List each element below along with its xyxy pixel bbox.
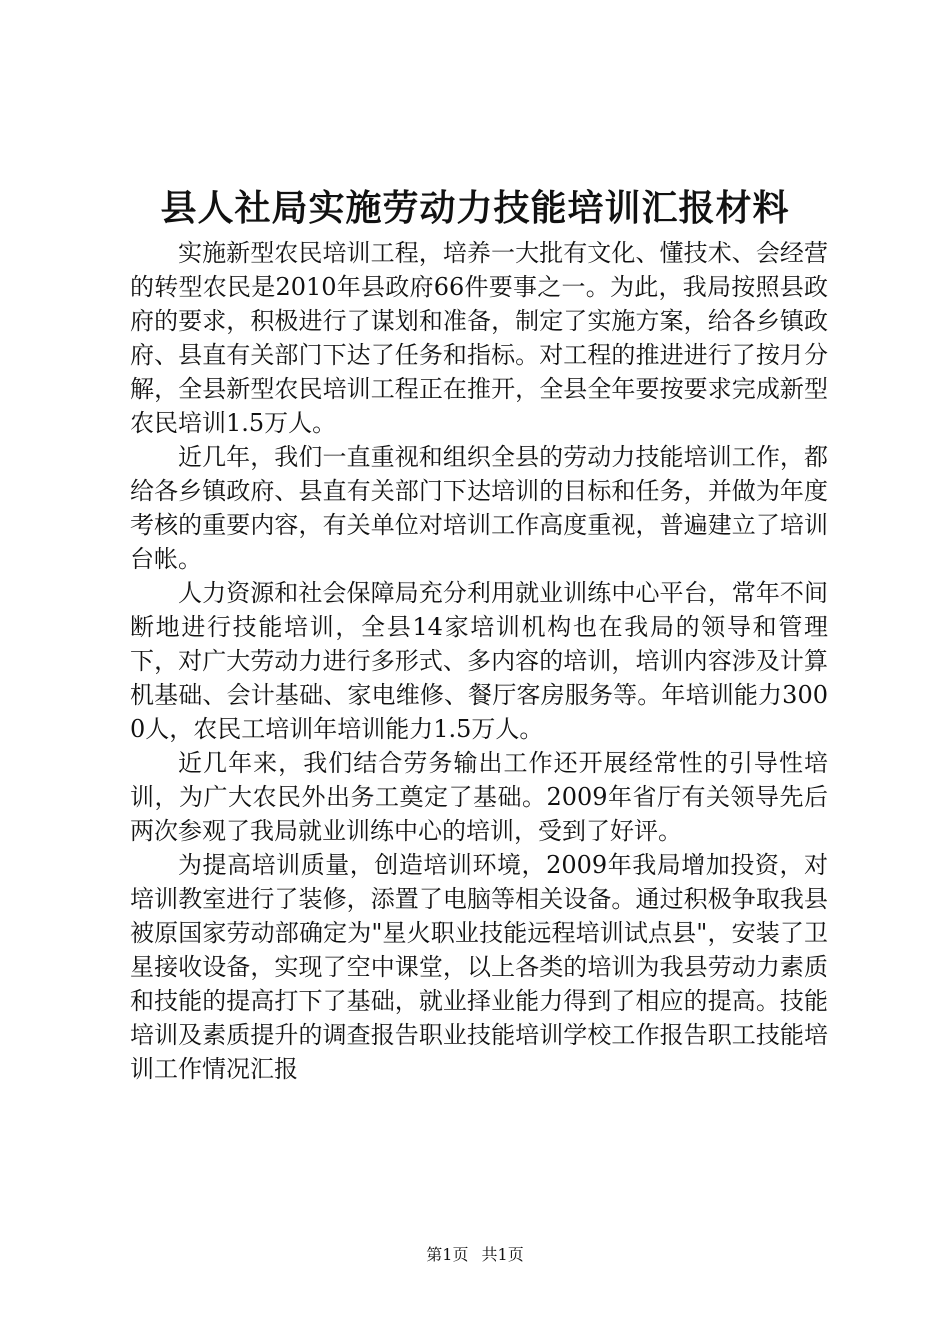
paragraph-4: 近几年来，我们结合劳务输出工作还开展经常性的引导性培训，为广大农民外出务工奠定了基础。2009年省厅有关领导先后两次参观了我局就业训练中心的培训，受到了好评。 [130,749,828,845]
page-total: 共1页 [481,1245,524,1264]
document-body [130,236,828,1086]
paragraph-1: 实施新型农民培训工程，培养一大批有文化、懂技术、会经营的转型农民是2010年县政府66件要事之一。为此，我局按照县政府的要求，积极进行了谋划和准备，制定了实施方案，给各乡镇政府、县直有关部门下达了任务和指标。对工程的推进进行了按月分解，全县新型农民培训工程正在推开，全县全年要按要求完成新型农民培训1.5万人。 [130,239,828,437]
page-number: 第1页 [426,1245,469,1264]
paragraph-5: 为提高培训质量，创造培训环境，2009年我局增加投资，对培训教室进行了装修，添置了电脑等相关设备。通过积极争取我县被原国家劳动部确定为"星火职业技能远程培训试点县"，安装了卫星接收设备，实现了空中课堂，以上各类的培训为我县劳动力素质和技能的提高打下了基础，就业择业能力得到了相应的提高。技能培训及素质提升的调查报告职业技能培训学校工作报告职工技能培训工作情况汇报 [130,851,828,1083]
paragraph-2: 近几年，我们一直重视和组织全县的劳动力技能培训工作，都给各乡镇政府、县直有关部门下达培训的目标和任务，并做为年度考核的重要内容，有关单位对培训工作高度重视，普遍建立了培训台帐。 [130,443,828,573]
page-title: 县人社局实施劳动力技能培训汇报材料 [160,187,790,229]
paragraph-3: 人力资源和社会保障局充分利用就业训练中心平台，常年不间断地进行技能培训，全县14家培训机构也在我局的领导和管理下，对广大劳动力进行多形式、多内容的培训，培训内容涉及计算机基础、会计基础、家电维修、餐厅客房服务等。年培训能力3000人，农民工培训年培训能力1.5万人。 [130,579,828,743]
page-footer [0,1244,950,1266]
